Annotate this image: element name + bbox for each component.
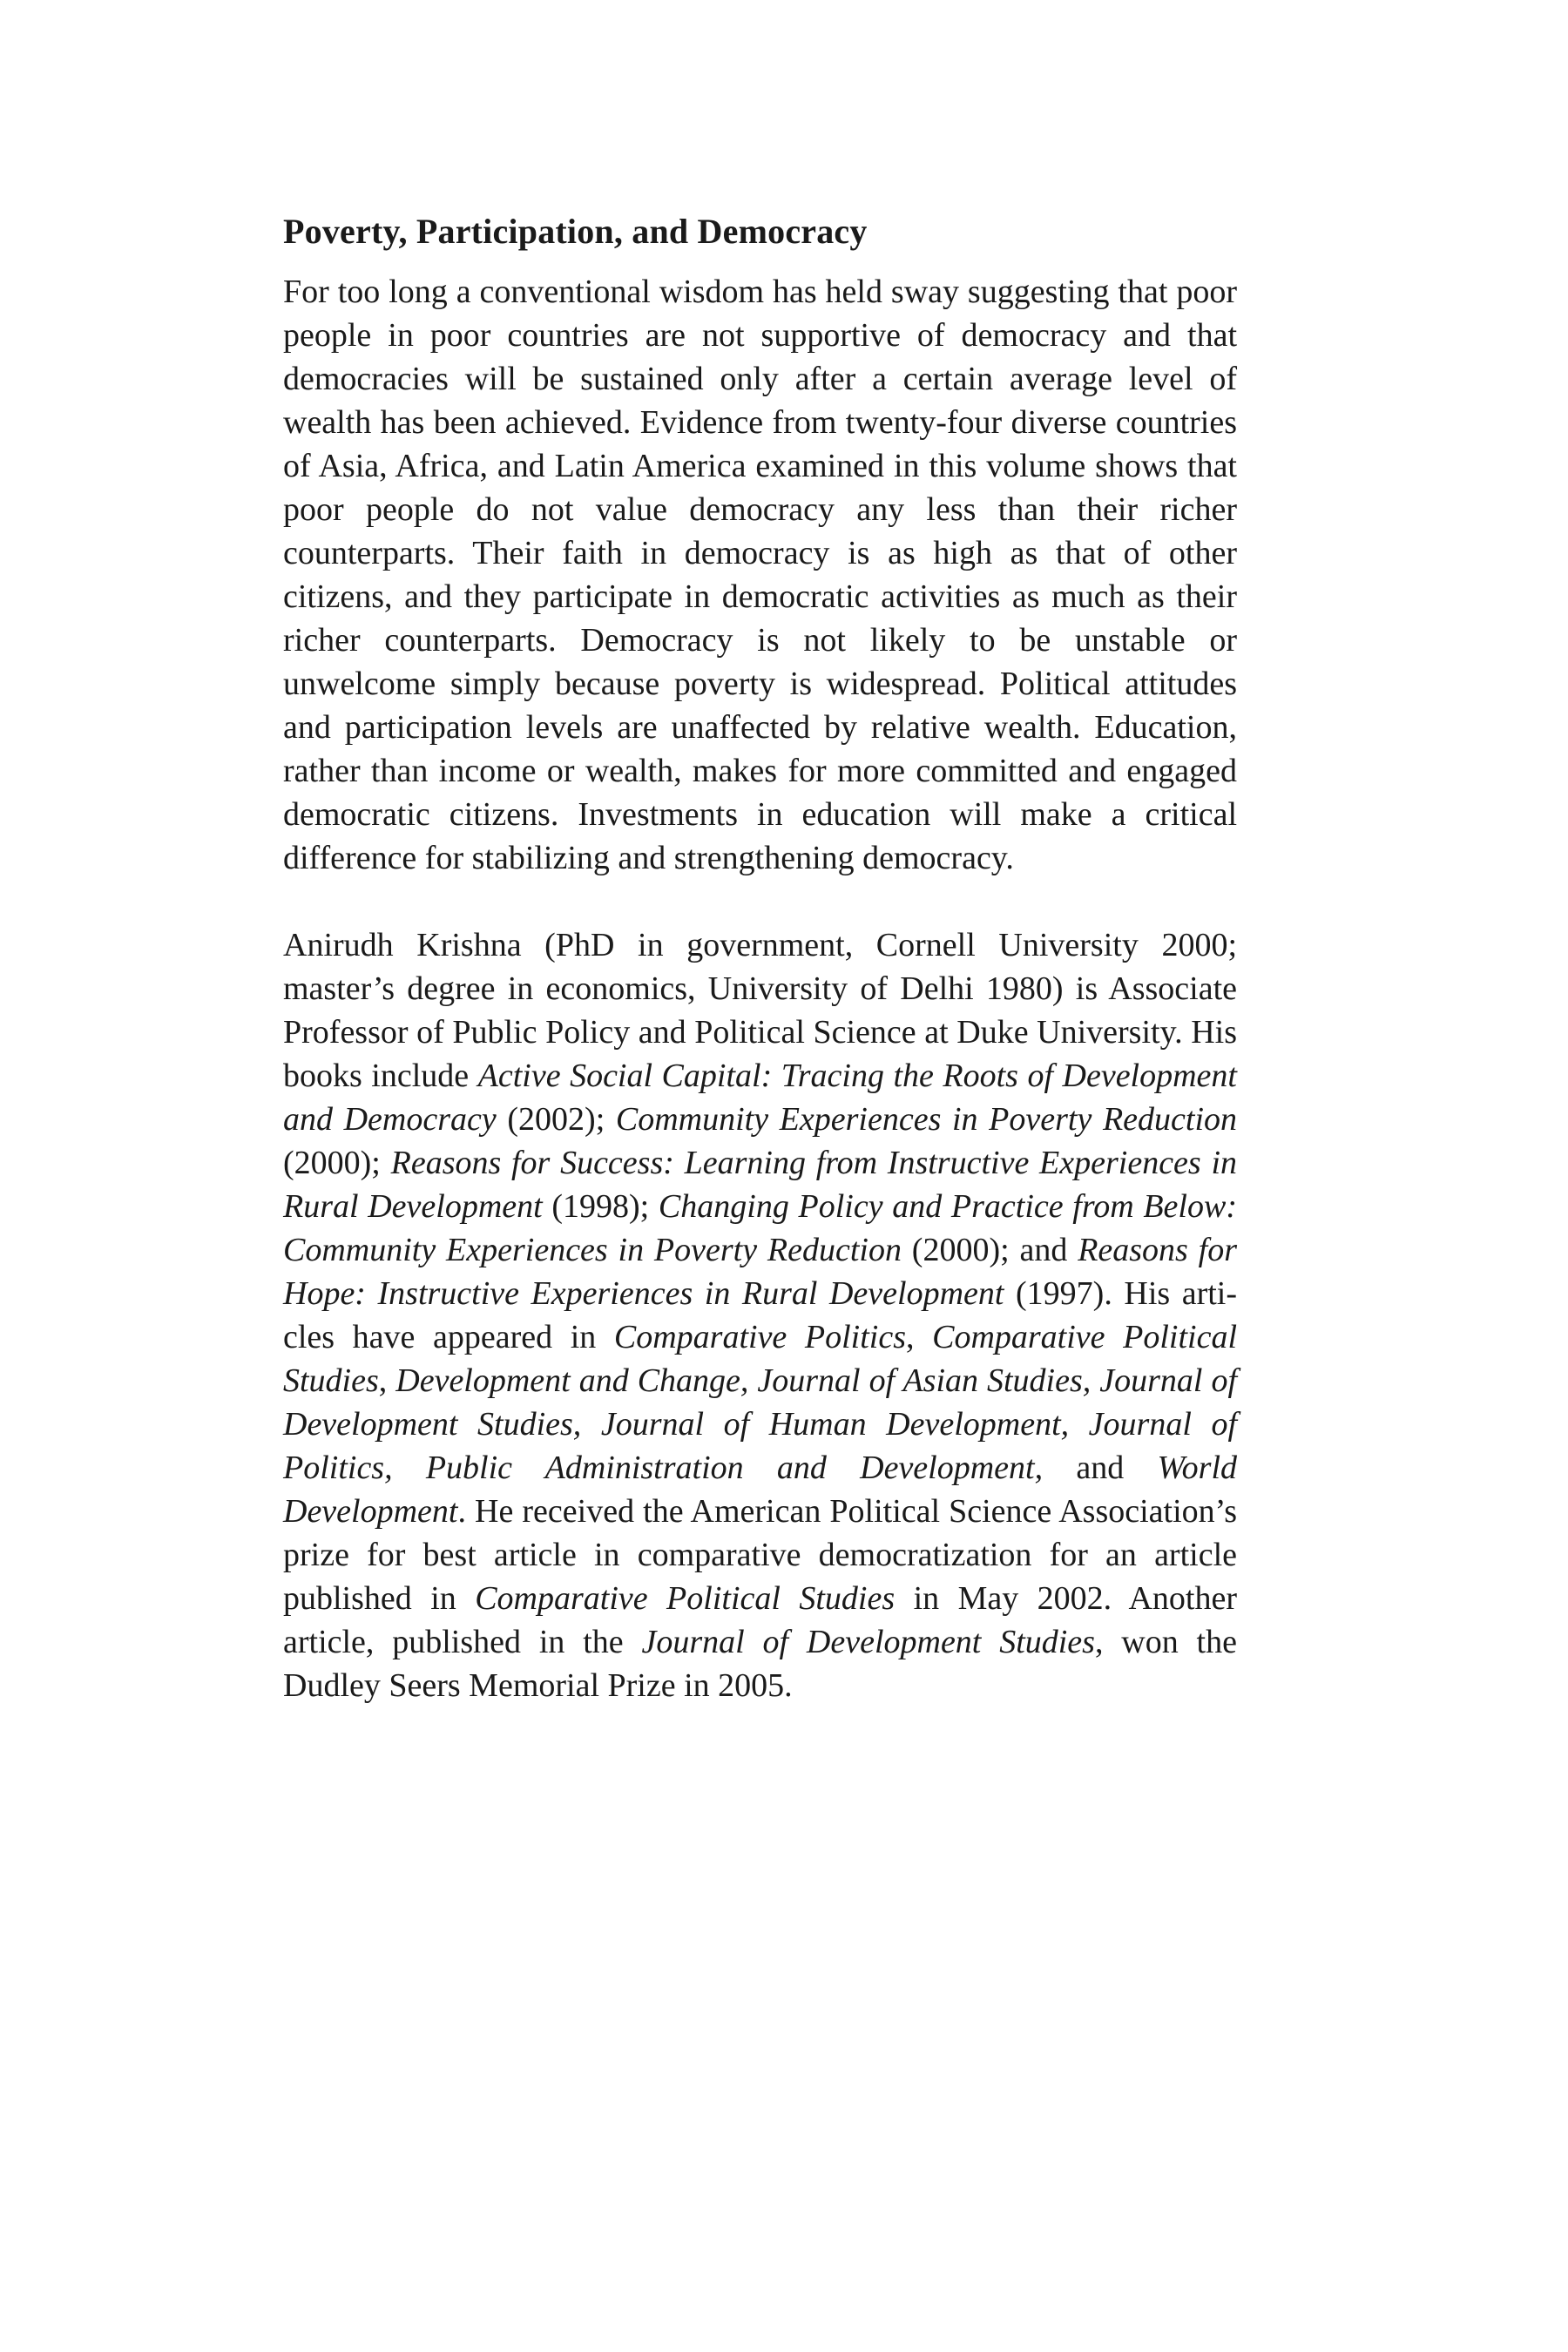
journal-title-list: Development and Change, Journal of Asian Studies, Journal of Development Studies, Journal of Human Development, Journal of Politics, Public Administration and Development, <box>283 1362 1237 1486</box>
journal-title: Comparative Political Studies <box>283 1319 1237 1399</box>
bio-text: (2000); and <box>901 1232 1078 1268</box>
journal-title: Comparative Political Studies <box>475 1580 896 1617</box>
bio-text: , won the Dudley Seers Memorial Prize in 2005. <box>283 1624 1237 1704</box>
bio-text: , <box>378 1362 396 1399</box>
book-title: Changing Policy and Practice from Below: Community Experiences in Poverty Reduction <box>283 1188 1237 1268</box>
bio-text: (1998); <box>542 1188 659 1225</box>
bio-text: Anirudh Krishna (PhD in government, Cornell University 2000; master’s degree in economics, University of Delhi 1980) is Associate Professor of Public Policy and Political Science at Duke University. His books include <box>283 927 1237 1094</box>
journal-title: Journal of Development Studies <box>641 1624 1095 1660</box>
book-title: Reasons for Hope: Instructive Experiences in Rural Development <box>283 1232 1238 1312</box>
bio-text: (2002); <box>496 1101 616 1138</box>
page-title: Poverty, Participation, and Democracy <box>283 212 868 251</box>
book-title: Active Social Capital: Tracing the Roots of Development and Democracy <box>283 1058 1237 1138</box>
book-title: Reasons for Success: Learning from Instructive Experiences in Rural Development <box>283 1145 1237 1225</box>
bio-text: , <box>906 1319 933 1355</box>
bio-text: . He received the American Political Science Association’s prize for best article in comparative democratization for an article published in <box>283 1493 1237 1617</box>
summary-paragraph: For too long a conventional wisdom has held sway suggesting that poor people in poor countries are not supportive of democracy and that democracies will be sustained only after a certain average level of wealth has been achieved. Evidence from twenty-four diverse countries of Asia, Africa, and Latin America examined in this volume shows that poor people do not value democracy any less than their richer counterparts. Their faith in democracy is as high as that of other citizens, and they participate in democratic activities as much as their richer counterparts. Democracy is not likely to be unstable or unwelcome simply because poverty is widespread. Political attitudes and participation levels are unaffected by relative wealth. Education, rather than income or wealth, makes for more committed and engaged democratic citizens. Investments in education will make a critical difference for stabilizing and strengthening democracy. <box>283 274 1237 876</box>
journal-title: World Development <box>283 1450 1237 1530</box>
journal-title: Comparative Politics <box>613 1319 906 1355</box>
bio-text: in May 2002. Another article, published in the <box>283 1580 1238 1660</box>
back-cover-text <box>283 209 1237 1707</box>
bio-text: (1997). His articles have appeared in <box>283 1275 1237 1355</box>
bio-text: (2000); <box>283 1145 391 1181</box>
author-bio-paragraph <box>283 923 1237 1707</box>
book-title: Community Experiences in Poverty Reduction <box>615 1101 1238 1138</box>
bio-text: and <box>1043 1450 1158 1486</box>
